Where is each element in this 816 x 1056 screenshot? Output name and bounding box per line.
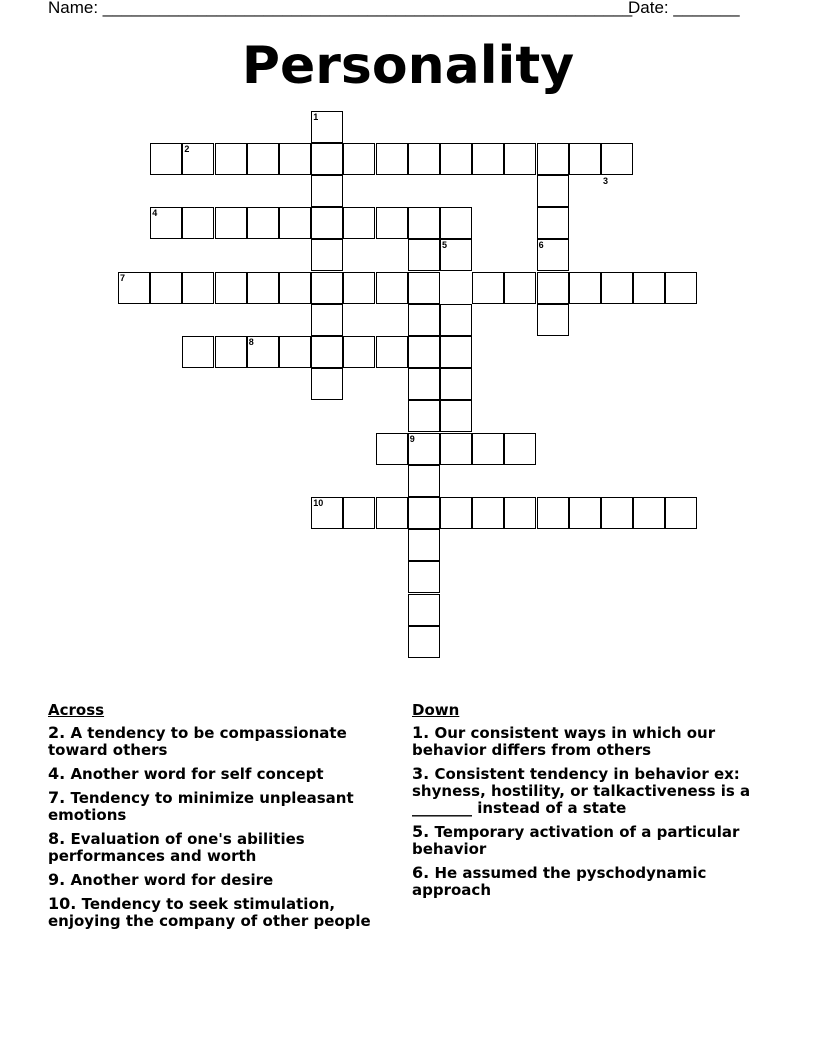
grid-cell[interactable] — [343, 272, 375, 304]
grid-cell[interactable] — [504, 143, 536, 175]
grid-cell[interactable] — [537, 304, 569, 336]
grid-cell[interactable] — [408, 465, 440, 497]
grid-cell[interactable] — [376, 433, 408, 465]
clue-number-7: 7 — [120, 272, 126, 283]
grid-cell[interactable] — [440, 497, 472, 529]
grid-cell[interactable] — [247, 143, 279, 175]
grid-cell[interactable] — [215, 207, 247, 239]
grid-cell[interactable] — [408, 594, 440, 626]
clue-number-8: 8 — [248, 337, 254, 347]
grid-cell[interactable] — [408, 368, 440, 400]
clue-number-4: 4 — [152, 208, 158, 219]
grid-cell[interactable] — [633, 497, 665, 529]
grid-cell[interactable] — [150, 143, 182, 175]
grid-cell[interactable] — [376, 143, 408, 175]
clue-down-5: 5. Temporary activation of a particular behavior — [412, 822, 740, 858]
grid-cell[interactable] — [569, 272, 601, 304]
grid-cell[interactable] — [215, 272, 247, 304]
grid-cell[interactable] — [408, 143, 440, 175]
clue-across-8: 8. Evaluation of one's abilities performances and worth — [48, 829, 305, 865]
grid-cell[interactable] — [408, 239, 440, 271]
grid-cell[interactable] — [279, 272, 311, 304]
clue-across-10: 10. Tendency to seek stimulation, enjoying the company of other people — [48, 894, 371, 930]
grid-cell[interactable] — [376, 497, 408, 529]
grid-cell[interactable] — [376, 272, 408, 304]
grid-cell[interactable] — [537, 272, 569, 304]
grid-cell[interactable] — [182, 336, 214, 368]
grid-cell[interactable] — [440, 400, 472, 432]
clue-across-9: 9. Another word for desire — [48, 870, 274, 889]
grid-cell[interactable] — [408, 497, 440, 529]
grid-cell[interactable] — [408, 626, 440, 658]
grid-cell[interactable] — [504, 272, 536, 304]
grid-cell[interactable] — [279, 207, 311, 239]
grid-cell[interactable] — [311, 239, 343, 271]
grid-cell[interactable] — [408, 529, 440, 561]
grid-cell[interactable] — [537, 207, 569, 239]
grid-cell[interactable] — [150, 272, 182, 304]
clue-down-1: 1. Our consistent ways in which our behavior differs from others — [412, 723, 716, 759]
grid-cell[interactable] — [408, 272, 440, 304]
grid-cell[interactable] — [279, 336, 311, 368]
grid-cell[interactable] — [601, 143, 633, 175]
grid-cell[interactable] — [408, 207, 440, 239]
page-title: Personality — [241, 36, 575, 96]
grid-cell[interactable] — [472, 143, 504, 175]
grid-cell[interactable] — [311, 143, 343, 175]
grid-cell[interactable] — [182, 272, 214, 304]
clue-across-2: 2. A tendency to be compassionate toward others — [48, 723, 347, 759]
grid-cell[interactable] — [601, 272, 633, 304]
grid-cell[interactable] — [472, 433, 504, 465]
grid-cell[interactable] — [343, 143, 375, 175]
clue-number-1: 1 — [313, 111, 319, 122]
down-heading: Down — [412, 701, 460, 719]
across-heading: Across — [48, 701, 105, 719]
grid-cell[interactable] — [440, 304, 472, 336]
grid-cell[interactable] — [343, 497, 375, 529]
grid-cell[interactable] — [408, 304, 440, 336]
grid-cell[interactable] — [440, 143, 472, 175]
grid-cell[interactable] — [440, 207, 472, 239]
grid-cell[interactable] — [311, 336, 343, 368]
grid-cell[interactable] — [311, 304, 343, 336]
grid-cell[interactable] — [601, 497, 633, 529]
grid-cell[interactable] — [504, 433, 536, 465]
grid-cell[interactable] — [665, 497, 697, 529]
grid-cell[interactable] — [537, 497, 569, 529]
grid-cell[interactable] — [247, 272, 279, 304]
down-clues — [412, 700, 768, 905]
grid-cell[interactable] — [665, 272, 697, 304]
name-field[interactable]: Name: ________________________________________________________ — [48, 0, 633, 17]
clue-down-3: 3. Consistent tendency in behavior ex: shyness, hostility, or talkactiveness is a ________ instead of a state — [412, 764, 751, 817]
grid-cell[interactable] — [537, 175, 569, 207]
grid-cell[interactable] — [343, 336, 375, 368]
clue-number-5: 5 — [442, 240, 448, 251]
grid-cell[interactable] — [311, 368, 343, 400]
grid-cell[interactable] — [215, 143, 247, 175]
clue-number-6: 6 — [538, 240, 544, 251]
date-field[interactable]: Date: _______ — [628, 0, 740, 17]
grid-cell[interactable] — [569, 497, 601, 529]
grid-cell[interactable] — [408, 336, 440, 368]
grid-cell[interactable] — [343, 207, 375, 239]
clue-number-9: 9 — [409, 433, 415, 444]
grid-cell[interactable] — [247, 207, 279, 239]
grid-cell[interactable] — [311, 272, 343, 304]
clue-down-6: 6. He assumed the pyschodynamic approach — [412, 863, 707, 899]
clue-number-3: 3 — [603, 176, 609, 186]
grid-cell[interactable] — [440, 336, 472, 368]
grid-cell[interactable] — [633, 272, 665, 304]
grid-cell[interactable] — [408, 561, 440, 593]
grid-cell[interactable] — [569, 143, 601, 175]
clue-across-7: 7. Tendency to minimize unpleasant emotions — [48, 788, 354, 824]
grid-cell[interactable] — [440, 368, 472, 400]
grid-cell[interactable] — [537, 143, 569, 175]
grid-cell[interactable] — [472, 497, 504, 529]
grid-cell[interactable] — [376, 207, 408, 239]
grid-cell[interactable] — [472, 272, 504, 304]
grid-cell[interactable] — [279, 143, 311, 175]
across-clues — [48, 700, 404, 936]
grid-cell[interactable] — [408, 400, 440, 432]
grid-cell[interactable] — [376, 336, 408, 368]
grid-cell[interactable] — [215, 336, 247, 368]
clue-number-2: 2 — [184, 143, 190, 154]
clue-across-4: 4. Another word for self concept — [48, 764, 324, 783]
grid-cell[interactable] — [311, 175, 343, 207]
grid-cell[interactable] — [504, 497, 536, 529]
grid-cell[interactable] — [182, 207, 214, 239]
clue-number-10: 10 — [313, 498, 324, 508]
grid-cell[interactable] — [311, 207, 343, 239]
grid-cell[interactable] — [440, 433, 472, 465]
